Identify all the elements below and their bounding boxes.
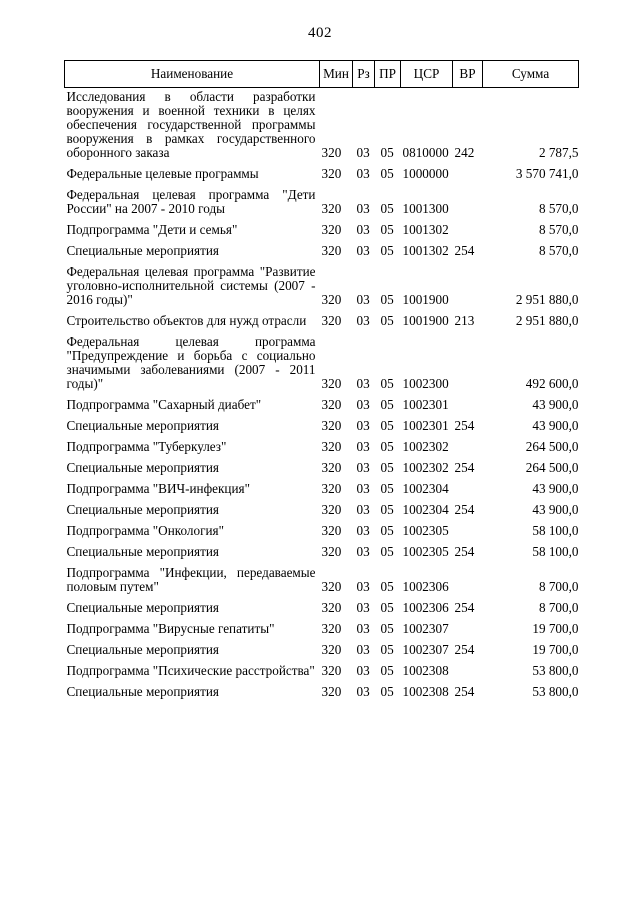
cell-name: Федеральная целевая программа "Развитие уголовно-исполнительной системы (2007 - 2016 годы)": [66, 264, 316, 307]
cell-name: Подпрограмма "Онкология": [66, 523, 225, 538]
cell-min: 320: [321, 544, 342, 559]
cell-sum: 19 700,0: [532, 621, 579, 636]
cell-rz: 03: [356, 201, 370, 216]
table-row: [65, 223, 579, 244]
table-row: [65, 314, 579, 335]
table-row: [65, 664, 579, 685]
cell-min: 320: [321, 502, 342, 517]
cell-rz: 03: [356, 313, 370, 328]
cell-sum: 8 700,0: [538, 579, 579, 594]
cell-vr: 254: [454, 418, 475, 433]
table-row: [65, 545, 579, 566]
cell-min: 320: [321, 663, 342, 678]
cell-vr: [453, 664, 483, 685]
column-header-pr: ПР: [375, 61, 401, 88]
cell-rz: 03: [356, 579, 370, 594]
cell-csr: 1002305: [402, 544, 449, 559]
cell-vr: 254: [454, 600, 475, 615]
cell-pr: 05: [380, 600, 394, 615]
cell-csr: 1002304: [402, 481, 449, 496]
cell-vr: [453, 622, 483, 643]
cell-name: Подпрограмма "ВИЧ-инфекция": [66, 481, 250, 496]
cell-vr: 213: [454, 313, 475, 328]
cell-sum: 8 570,0: [538, 243, 579, 258]
cell-pr: 05: [380, 663, 394, 678]
table-row: [65, 88, 579, 168]
cell-pr: 05: [380, 145, 394, 160]
cell-rz: 03: [356, 166, 370, 181]
cell-name: Подпрограмма "Дети и семья": [66, 222, 238, 237]
cell-name: Подпрограмма "Психические расстройства": [66, 663, 315, 678]
cell-rz: 03: [356, 460, 370, 475]
table-header-row: [65, 61, 579, 88]
cell-sum: 2 787,5: [538, 145, 579, 160]
cell-name: Специальные мероприятия: [66, 460, 219, 475]
cell-min: 320: [321, 222, 342, 237]
table-row: [65, 419, 579, 440]
cell-min: 320: [321, 460, 342, 475]
cell-sum: 3 570 741,0: [515, 166, 579, 181]
cell-rz: 03: [356, 523, 370, 538]
cell-csr: 1002308: [402, 663, 449, 678]
cell-rz: 03: [356, 621, 370, 636]
cell-sum: 43 900,0: [532, 481, 579, 496]
cell-name: Подпрограмма "Туберкулез": [66, 439, 227, 454]
cell-rz: 03: [356, 397, 370, 412]
cell-csr: 1000000: [402, 166, 449, 181]
cell-min: 320: [321, 397, 342, 412]
cell-vr: 254: [454, 243, 475, 258]
cell-csr: 1002300: [402, 376, 449, 391]
table-row: [65, 601, 579, 622]
cell-pr: 05: [380, 642, 394, 657]
table-row: [65, 622, 579, 643]
cell-min: 320: [321, 621, 342, 636]
cell-rz: 03: [356, 502, 370, 517]
cell-rz: 03: [356, 600, 370, 615]
cell-vr: [453, 335, 483, 398]
cell-name: Исследования в области разработки вооружения и военной техники в целях обеспечения государственной программы вооружения в рамках государственного оборонного заказа: [66, 89, 316, 160]
cell-pr: 05: [380, 243, 394, 258]
cell-rz: 03: [356, 145, 370, 160]
cell-csr: 1002301: [402, 397, 449, 412]
cell-min: 320: [321, 579, 342, 594]
cell-csr: 1002308: [402, 684, 449, 699]
cell-name: Федеральная целевая программа "Дети России" на 2007 - 2010 годы: [66, 187, 316, 216]
cell-csr: 1001900: [402, 292, 449, 307]
cell-pr: 05: [380, 684, 394, 699]
cell-pr: 05: [380, 621, 394, 636]
cell-csr: 1001302: [402, 222, 449, 237]
cell-min: 320: [321, 166, 342, 181]
cell-pr: 05: [380, 292, 394, 307]
cell-vr: 254: [454, 460, 475, 475]
table-row: [65, 643, 579, 664]
table-row: [65, 503, 579, 524]
cell-csr: 1002307: [402, 621, 449, 636]
cell-name: Федеральная целевая программа "Предупреждение и борьба с социально значимыми заболеваниями (2007 - 2011 годы)": [66, 334, 316, 391]
cell-rz: 03: [356, 642, 370, 657]
cell-sum: 8 700,0: [538, 600, 579, 615]
cell-sum: 43 900,0: [532, 502, 579, 517]
cell-pr: 05: [380, 418, 394, 433]
cell-min: 320: [321, 313, 342, 328]
cell-pr: 05: [380, 460, 394, 475]
cell-rz: 03: [356, 439, 370, 454]
cell-vr: [453, 524, 483, 545]
cell-csr: 1002307: [402, 642, 449, 657]
cell-sum: 2 951 880,0: [515, 292, 579, 307]
cell-vr: 254: [454, 684, 475, 699]
cell-sum: 19 700,0: [532, 642, 579, 657]
cell-name: Специальные мероприятия: [66, 642, 219, 657]
cell-vr: 254: [454, 642, 475, 657]
cell-name: Специальные мероприятия: [66, 600, 219, 615]
cell-min: 320: [321, 376, 342, 391]
table-row: [65, 188, 579, 223]
cell-sum: 2 951 880,0: [515, 313, 579, 328]
cell-sum: 58 100,0: [532, 523, 579, 538]
table-row: [65, 482, 579, 503]
cell-min: 320: [321, 292, 342, 307]
cell-name: Подпрограмма "Инфекции, передаваемые половым путем": [66, 565, 316, 594]
cell-vr: [453, 440, 483, 461]
table-row: [65, 461, 579, 482]
cell-min: 320: [321, 481, 342, 496]
cell-vr: [453, 265, 483, 314]
cell-name: Подпрограмма "Сахарный диабет": [66, 397, 262, 412]
table-body: [65, 88, 579, 707]
cell-name: Специальные мероприятия: [66, 544, 219, 559]
cell-pr: 05: [380, 397, 394, 412]
cell-csr: 1002302: [402, 439, 449, 454]
cell-name: Специальные мероприятия: [66, 243, 219, 258]
cell-rz: 03: [356, 243, 370, 258]
cell-sum: 492 600,0: [525, 376, 579, 391]
cell-vr: [453, 188, 483, 223]
cell-vr: 254: [454, 502, 475, 517]
cell-min: 320: [321, 201, 342, 216]
cell-min: 320: [321, 523, 342, 538]
table-row: [65, 524, 579, 545]
cell-csr: 1002301: [402, 418, 449, 433]
cell-csr: 1002305: [402, 523, 449, 538]
cell-csr: 1001900: [402, 313, 449, 328]
column-header-vr: ВР: [453, 61, 483, 88]
cell-vr: [453, 566, 483, 601]
cell-csr: 1001302: [402, 243, 449, 258]
cell-name: Строительство объектов для нужд отрасли: [66, 313, 307, 328]
cell-vr: 254: [454, 544, 475, 559]
cell-rz: 03: [356, 684, 370, 699]
cell-sum: 264 500,0: [525, 439, 579, 454]
cell-pr: 05: [380, 222, 394, 237]
cell-csr: 1001300: [402, 201, 449, 216]
cell-pr: 05: [380, 166, 394, 181]
cell-vr: [453, 223, 483, 244]
cell-pr: 05: [380, 502, 394, 517]
cell-rz: 03: [356, 418, 370, 433]
cell-min: 320: [321, 600, 342, 615]
cell-min: 320: [321, 439, 342, 454]
cell-rz: 03: [356, 663, 370, 678]
cell-pr: 05: [380, 313, 394, 328]
table-row: [65, 566, 579, 601]
cell-sum: 53 800,0: [532, 663, 579, 678]
cell-rz: 03: [356, 222, 370, 237]
table-row: [65, 265, 579, 314]
cell-sum: 43 900,0: [532, 397, 579, 412]
cell-rz: 03: [356, 292, 370, 307]
cell-min: 320: [321, 684, 342, 699]
cell-pr: 05: [380, 439, 394, 454]
cell-vr: [453, 398, 483, 419]
cell-name: Специальные мероприятия: [66, 502, 219, 517]
cell-sum: 8 570,0: [538, 222, 579, 237]
cell-name: Подпрограмма "Вирусные гепатиты": [66, 621, 275, 636]
cell-min: 320: [321, 145, 342, 160]
column-header-min: Мин: [320, 61, 353, 88]
cell-rz: 03: [356, 481, 370, 496]
cell-vr: [453, 482, 483, 503]
cell-csr: 1002302: [402, 460, 449, 475]
cell-pr: 05: [380, 201, 394, 216]
cell-pr: 05: [380, 523, 394, 538]
column-header-sum: Сумма: [483, 61, 579, 88]
cell-sum: 264 500,0: [525, 460, 579, 475]
cell-pr: 05: [380, 579, 394, 594]
table-row: [65, 685, 579, 706]
cell-rz: 03: [356, 376, 370, 391]
table-row: [65, 440, 579, 461]
cell-min: 320: [321, 243, 342, 258]
page-number: 402: [308, 25, 332, 41]
cell-name: Специальные мероприятия: [66, 418, 219, 433]
cell-sum: 8 570,0: [538, 201, 579, 216]
cell-pr: 05: [380, 544, 394, 559]
cell-min: 320: [321, 642, 342, 657]
column-header-csr: ЦСР: [401, 61, 453, 88]
cell-csr: 1002304: [402, 502, 449, 517]
cell-csr: 0810000: [402, 145, 449, 160]
cell-name: Федеральные целевые программы: [66, 166, 259, 181]
table-row: [65, 244, 579, 265]
cell-pr: 05: [380, 376, 394, 391]
cell-vr: [453, 167, 483, 188]
column-header-rz: Рз: [353, 61, 375, 88]
cell-rz: 03: [356, 544, 370, 559]
cell-csr: 1002306: [402, 579, 449, 594]
table-row: [65, 167, 579, 188]
table-row: [65, 335, 579, 398]
budget-table: [64, 60, 579, 706]
cell-pr: 05: [380, 481, 394, 496]
cell-sum: 43 900,0: [532, 418, 579, 433]
table-row: [65, 398, 579, 419]
cell-vr: 242: [454, 145, 475, 160]
cell-min: 320: [321, 418, 342, 433]
cell-csr: 1002306: [402, 600, 449, 615]
cell-sum: 53 800,0: [532, 684, 579, 699]
cell-name: Специальные мероприятия: [66, 684, 219, 699]
column-header-name: Наименование: [65, 61, 320, 88]
cell-sum: 58 100,0: [532, 544, 579, 559]
